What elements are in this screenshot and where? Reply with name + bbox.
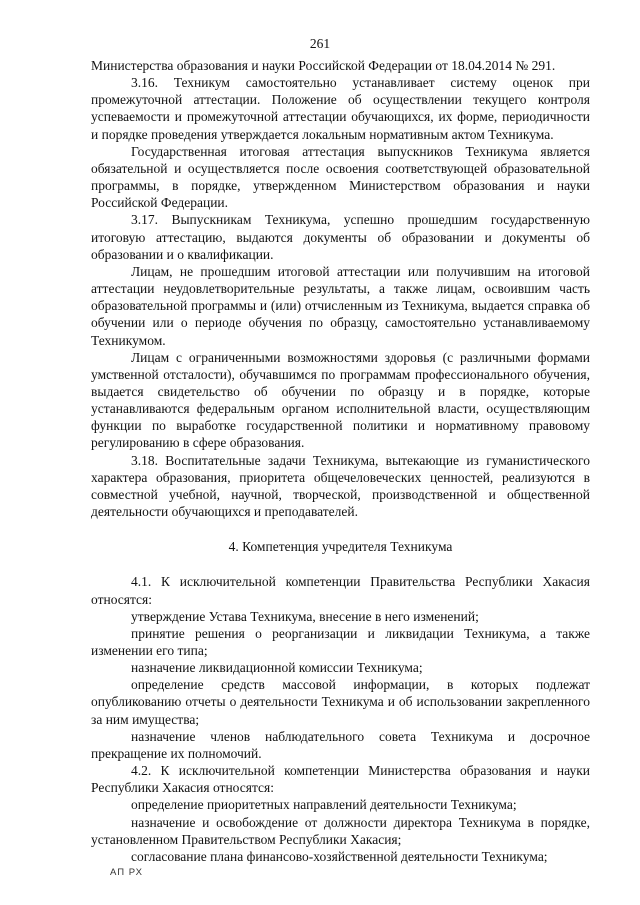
section-heading: 4. Компетенция учредителя Техникума [228,539,453,555]
paragraph-4-1: 4.1. К исключительной компетенции Правительства Республики Хакасия относятся: [91,574,590,607]
paragraph-disabilities: Лицам с ограниченными возможностями здоровья (с различными формами умственной отсталости), обучавшимся по программам профессионального обучения, выдается свидетельство об обучении по образцу и в порядке, которые устанавливаются федеральным органом исполнительной власти, осуществляющим функции по выработке государственной политики и нормативному правовому регулированию в сфере образования. [91,349,590,451]
list-item: согласование плана финансово-хозяйственной деятельности Техникума; [131,848,548,864]
list-item: назначение членов наблюдательного совета Техникума и досрочное прекращение их полномочий. [91,728,590,761]
paragraph-4-2: 4.2. К исключительной компетенции Министерства образования и науки Республики Хакасия относятся: [91,763,590,796]
list-item: определение средств массовой информации, в которых подлежат опубликованию отчеты о деятельности Техникума и об использовании закрепленного за ним имущества; [91,677,590,727]
paragraph-certificate: Лицам, не прошедшим итоговой аттестации или получившим на итоговой аттестации неудовлетворительные результаты, а также лицам, освоившим часть образовательной программы и (или) отчисленным из Техникума, выдается справка об обучении или о периоде обучения по образцу, самостоятельно устанавливаемому Техникумом. [91,263,590,348]
footer-stamp: АП РХ [110,867,143,878]
list-item: назначение и освобождение от должности директора Техникума в порядке, установленном Правительством Республики Хакасия; [91,814,590,847]
paragraph-state-attestation: Государственная итоговая аттестация выпускников Техникума является обязательной и осуществляется после освоения соответствующей образовательной программы, в порядке, утвержденном Министерством образования и науки Российской Федерации. [91,143,590,211]
paragraph-3-16: 3.16. Техникум самостоятельно устанавливает систему оценок при промежуточной аттестации. Положение об осуществлении текущего контроля успеваемости и промежуточной аттестации обучающихся, их форме, периодичности и порядке проведения утверждается локальным нормативным актом Техникума. [91,75,590,142]
page-number: 261 [309,36,331,51]
list-item: назначение ликвидационной комиссии Техникума; [131,660,423,676]
paragraph-continuation: Министерства образования и науки Российской Федерации от 18.04.2014 № 291. [91,58,556,73]
document-body [91,57,590,865]
list-item: утверждение Устава Техникума, внесение в него изменений; [131,608,479,624]
paragraph-3-17: 3.17. Выпускникам Техникума, успешно прошедшим государственную итоговую аттестацию, выдаются документы об образовании и документы об образовании и о квалификации. [91,212,590,262]
paragraph-3-18: 3.18. Воспитательные задачи Техникума, вытекающие из гуманистического характера образования, приоритета общечеловеческих ценностей, реализуются в совместной учебной, научной, творческой, производственной и общественной деятельности обучающихся и преподавателей. [91,452,590,520]
list-item: определение приоритетных направлений деятельности Техникума; [131,797,517,813]
list-item: принятие решения о реорганизации и ликвидации Техникума, а также изменении его типа; [91,625,590,658]
